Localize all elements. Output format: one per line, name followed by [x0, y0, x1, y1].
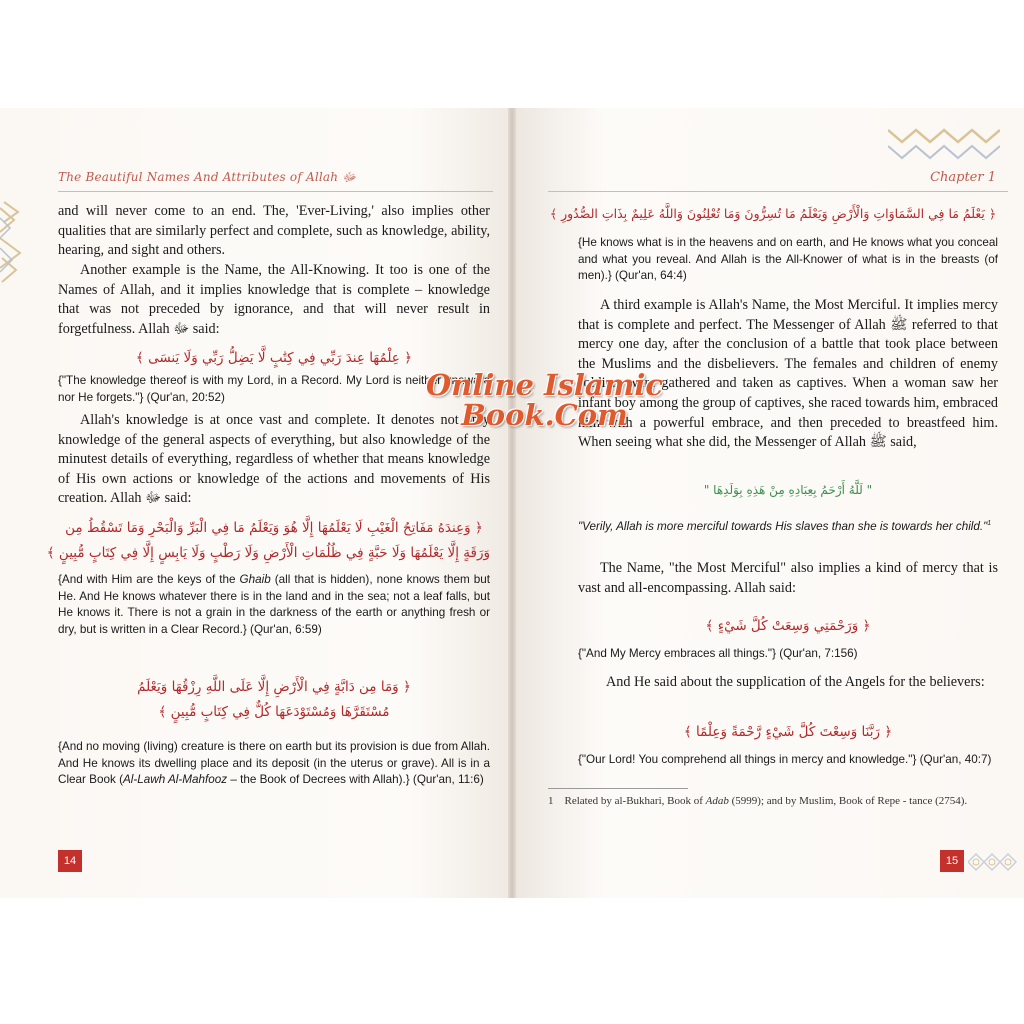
right-arabic-verse-3: ﴿ رَبَّنَا وَسِعْتَ كُلَّ شَيْءٍ رَّحْمَةً وَعِلْمًا ﴾ [683, 724, 893, 740]
right-arabic-verse-2: ﴿ وَرَحْمَتِي وَسِعَتْ كُلَّ شَيْءٍ ﴾ [705, 618, 871, 634]
left-paragraph-3: Allah's knowledge is at once vast and complete. It denotes not only knowledge of the general aspects of everything, but also knowledge of the minutest details of everything, regardless of whether that means knowledge of His own actions or knowledge of the actions and movements of His creation. Allah ﷻ said: [58, 412, 490, 507]
right-paragraph-2: The Name, "the Most Merciful" also implies a kind of mercy that is vast and all-encompassing. Allah said: [578, 560, 998, 596]
right-quote-2: {"And My Mercy embraces all things."} (Qur'an, 7:156) [578, 647, 858, 660]
right-page [512, 108, 1024, 898]
left-quote-3: {And no moving (living) creature is there on earth but its provision is due from Allah. And He knows its dwelling place and its deposit (in the uterus or grave). All is in a Clear Book (Al-Lawh Al-Mahfooz – the Book of Decrees with Allah).} (Qur'an, 11:6) [58, 740, 490, 787]
left-arabic-verse-1: ﴿ عِلْمُهَا عِندَ رَبِّي فِي كِتَٰبٍ لَّا يَضِلُّ رَبِّي وَلَا يَنسَى ﴾ [135, 350, 413, 366]
right-paragraph-1: A third example is Allah's Name, the Most Merciful. It implies mercy that is complete and perfect. The Messenger of Allah ﷺ referred to that mercy one day, after the conclusion of a battle that took place between the Muslims and the disbelievers. The females and children of enemy soldiers were gathered and taken as captives. When a woman saw her infant boy among the group of captives, she raced towards him, embraced him with a powerful embrace, and then preceded to breastfeed him. When seeing what she did, the Messenger of Allah ﷺ said, [578, 297, 998, 451]
ornament-top-right-icon [888, 122, 1000, 162]
left-paragraph-1: and will never come to an end. The, 'Ever-Living,' also implies other qualities that are similarly perfect and complete, such as knowledge, ability, hearing, and sight and others. [58, 203, 490, 259]
left-arabic-verse-3b: مُسْتَقَرَّهَا وَمُسْتَوْدَعَهَا كُلٌّ فِي كِتَابٍ مُّبِينٍ ﴾ [158, 704, 390, 720]
header-title-right: Chapter 1 [930, 170, 996, 185]
page-number-right: 15 [940, 850, 964, 872]
footnote-divider [548, 788, 688, 789]
left-page [0, 108, 512, 898]
header-title-left: The Beautiful Names And Attributes of Allah ﷻ [58, 170, 356, 184]
page-number-left: 14 [58, 850, 82, 872]
book-spine [508, 108, 516, 898]
header-divider-left [58, 191, 493, 192]
footnote: 1 Related by al-Bukhari, Book of Adab (5999); and by Muslim, Book of Repe - tance (2754). [548, 795, 968, 807]
left-quote-2: {And with Him are the keys of the Ghaib (all that is hidden), none knows them but He. And He knows whatever there is in the land and in the sea; not a leaf falls, but He knows it. There is not a grain in the darkness of the earth or anything fresh or dry, but is written in a Clear Record.} (Qur'an, 6:59) [58, 573, 490, 636]
right-hadith-arabic: " لَلَّهُ أَرْحَمُ بِعِبَادِهِ مِنْ هَذِهِ بِوَلَدِهَا " [703, 483, 873, 497]
header-divider-right [548, 191, 1008, 192]
ornament-left-icon [0, 198, 28, 288]
left-arabic-verse-3a: ﴿ وَمَا مِن دَابَّةٍ فِي الْأَرْضِ إِلَّا عَلَى اللَّهِ رِزْقُهَا وَيَعْلَمُ [137, 679, 411, 695]
right-arabic-verse-1: ﴿ يَعْلَمُ مَا فِي السَّمَاوَاتِ وَالْأَرْضِ وَيَعْلَمُ مَا تُسِرُّونَ وَمَا تُعْلِنُونَ وَاللَّهُ عَلِيمٌ بِذَاتِ الصُّدُورِ ﴾ [549, 206, 997, 221]
left-arabic-verse-2b: وَرَقَةٍ إِلَّا يَعْلَمُهَا وَلَا حَبَّةٍ فِي ظُلُمَاتِ الْأَرْضِ وَلَا رَطْبٍ وَلَا يَابِسٍ إِلَّا فِي كِتَابٍ مُّبِينٍ ﴾ [46, 545, 490, 561]
right-hadith-english: "Verily, Allah is more merciful towards His slaves than she is towards her child."$^1$ [578, 519, 992, 533]
left-paragraph-2: Another example is the Name, the All-Knowing. It too is one of the Names of Allah, and it implies knowledge that is complete – knowledge that was not preceded by ignorance, and that will never result in forgetfulness. Allah ﷻ said: [58, 262, 490, 337]
right-quote-1: {He knows what is in the heavens and on earth, and He knows what you conceal and what you reveal. And Allah is the All-Knower of what is in the breasts (of men).} (Qur'an, 64:4) [578, 236, 998, 283]
right-quote-3: {"Our Lord! You comprehend all things in mercy and knowledge."} (Qur'an, 40:7) [578, 753, 992, 766]
left-arabic-verse-2a: ﴿ وَعِندَهُ مَفَاتِحُ الْغَيْبِ لَا يَعْلَمُهَا إِلَّا هُوَ وَيَعْلَمُ مَا فِي الْبَرِّ وَالْبَحْرِ وَمَا تَسْقُطُ مِن [65, 520, 483, 536]
right-paragraph-3: And He said about the supplication of the Angels for the believers: [606, 674, 985, 690]
ornament-bottom-right-icon [968, 852, 1024, 872]
watermark: Online Islamic Book.Com [426, 368, 664, 432]
book-spread [0, 108, 1024, 898]
left-quote-1: {"The knowledge thereof is with my Lord, in a Record. My Lord is neither unaware nor He forgets."} (Qur'an, 20:52) [58, 374, 490, 404]
